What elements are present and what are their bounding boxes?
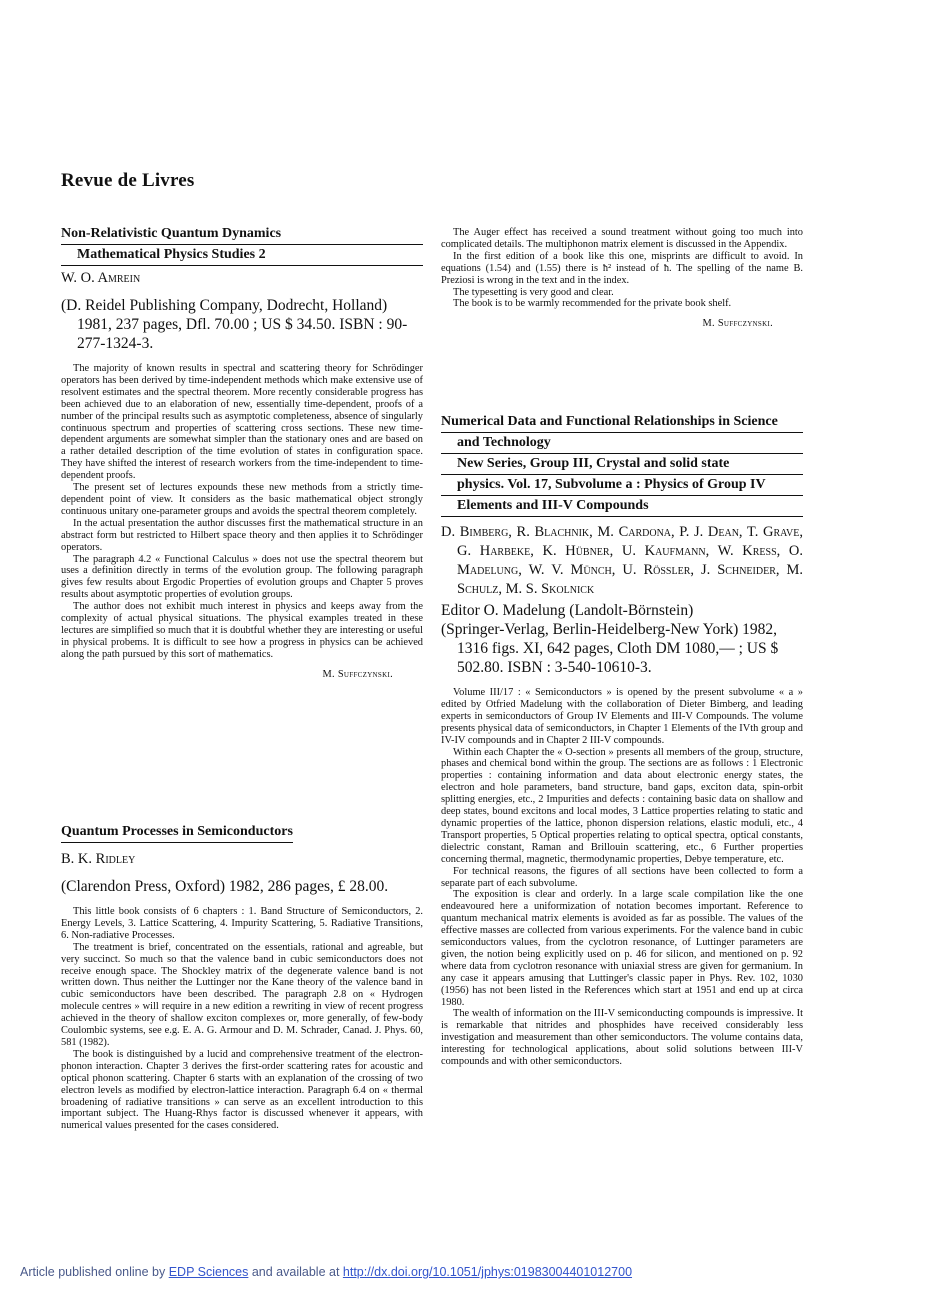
review3-title-line4: physics. Vol. 17, Subvolume a : Physics of Group IV (441, 475, 803, 496)
review1-author: W. O. Amrein (61, 270, 141, 286)
review2-continued-body (441, 227, 803, 310)
left-column-review2 (61, 822, 423, 1132)
footer-middle: and available at (248, 1265, 343, 1279)
review3-paragraph: Volume III/17 : « Semiconductors » is opened by the present subvolume « a » edited by Otfried Madelung with the collaboration of Dieter Bimberg, and leading experts in semiconductors of Group IV Elements and III-V Compounds. The volume presents physical data of semiconductors, in Chapter 1 Elements of the IVth group and IV-IV compounds and in Chapter 2 III-V compounds. (441, 687, 803, 746)
review3-body (441, 687, 803, 1068)
review3-title-line1: Numerical Data and Functional Relationships in Science (441, 412, 803, 433)
review3-title-line2: and Technology (441, 433, 803, 454)
review3-paragraph: The wealth of information on the III-V semiconducting compounds is impressive. It is remarkable that nitrides and phosphides have received considerably less investigation and measurement than other semiconductors. The volume contains data, interesting for technological applications, about solid solutions between III-V compounds and with other semiconductors. (441, 1008, 803, 1068)
footer-doi-link[interactable]: http://dx.doi.org/10.1051/jphys:01983004401012700 (342, 1265, 633, 1279)
review2-paragraph: The book is distinguished by a lucid and comprehensive treatment of the electron-phonon interaction. Chapter 3 derives the first-order scattering rates for acoustic and optical phonon scattering. Chapter 6 starts with an explanation of the crossing of two electron levels as modified by electron-lattice interaction. Paragraph 6.4 on « thermal broadening of radiative transitions » can serve as an excellent introduction to this important subject. The Huang-Rhys factor is discussed whenever it appears, with numerical values presented for the cases considered. (61, 1048, 423, 1132)
footer-publisher-link[interactable]: EDP Sciences (168, 1265, 249, 1279)
right-column-review3 (441, 412, 803, 1068)
review2-signature: M. Suffczynski. (702, 318, 773, 330)
review2-body (61, 906, 423, 1132)
review3-publisher: (Springer-Verlag, Berlin-Heidelberg-New York) 1982, 1316 figs. XI, 642 pages, Cloth DM 1080,— ; US $ 502.80. ISBN : 3-540-10610-3. (441, 621, 779, 676)
review2-publisher: (Clarendon Press, Oxford) 1982, 286 pages, £ 28.00. (61, 878, 389, 895)
review2-paragraph: In the first edition of a book like this one, misprints are difficult to avoid. In equations (1.54) and (1.55) there is ħ² instead of ħ. The spelling of the name B. Preziosi is wrong in the text and in the index. (441, 250, 803, 286)
review2-paragraph: The book is to be warmly recommended for the private book shelf. (453, 298, 732, 310)
review2-author: B. K. Ridley (61, 851, 136, 867)
review1-title-line1: Non-Relativistic Quantum Dynamics (61, 224, 423, 245)
review1-paragraph: The present set of lectures expounds these new methods from a strictly time-dependent point of view. It considers as the basic mathematical object strongly continuous unitary one-parameter groups and avoids the spectral theorem completely. (61, 482, 423, 517)
review1-body (61, 363, 423, 661)
review3-title-line3: New Series, Group III, Crystal and solid state (441, 454, 803, 475)
left-column (61, 224, 423, 680)
review3-paragraph: For technical reasons, the figures of all sections have been collected to form a separate part of each subvolume. (441, 865, 803, 889)
right-column (441, 227, 803, 329)
review2-title: Quantum Processes in Semiconductors (61, 822, 293, 843)
review1-paragraph: The paragraph 4.2 « Functional Calculus » does not use the spectral theorem but uses a definition directly in terms of the evolution group. The following paragraph gives few results about Ergodic Properties of evolution groups and Chapter 5 proves results about asymptotic properties of evolution groups. (61, 553, 423, 601)
review1-signature: M. Suffczynski. (322, 668, 393, 680)
page-title: Revue de Livres (61, 170, 195, 191)
review2-paragraph: The Auger effect has received a sound treatment without going too much into complicated details. The multiphonon matrix element is discussed in the Appendix. (441, 227, 803, 250)
review3-title-line5: Elements and III-V Compounds (441, 496, 803, 517)
review2-paragraph: The treatment is brief, concentrated on the essentials, rational and agreable, but very succinct. So much so that the valence band in cubic semiconductors does not receive enough space. The Shockley matrix of the degenerate valence band is not written down. Thus neither the Luttinger nor the Kane theory of the valence band in cubic semiconductors have been described. The paragraph 2.8 on « Hydrogen molecule centres » will require in a new edition a rewriting in view of recent progress achieved in the theory of shallow exciton complexes or, more generally, of few-body Coulombic systems, see e.g. E. A. G. Armour and D. M. Schrader, Canad. J. Phys. 60, 581 (1982). (61, 941, 423, 1048)
review1-paragraph: The author does not exhibit much interest in physics and keeps away from the complexity of actual physical situations. The physical examples treated in these lectures are simplified so much that it is doubtful whether they are interesting or useful in physical probems. It is difficult to see how a progress in physics can be achieved along the path pursued by this sort of mathematics. (61, 601, 423, 660)
review1-paragraph: In the actual presentation the author discusses first the mathematical structure in an abstract form but restricted to Hilbert space theory and then applies it to Schrödinger operators. (61, 517, 423, 553)
review3-paragraph: Within each Chapter the « O-section » presents all members of the group, structure, phases and chemical bond within the group. The sections are as follows : 1 Electronic properties : containing information and data about electronic energy states, the electron and hole parameters, band structure, band gaps, exciton data, spin-orbit splitting energies, etc., 2 Impurities and defects : containing basic data on shallow and deep states, bound excitons and local modes, 3 Lattice properties relating to static and dynamic properties of the lattice, phonon dispersion relations, elastic moduli, etc., 4 Transport properties, 5 Optical properties relating to optical spectra, optical constants, dielectric constant, Raman and Brillouin scattering, etc., 6 Further properties concerning thermal, magnetic, thermodynamic properties, Debye temperature, etc. (441, 746, 803, 865)
review1-paragraph: The majority of known results in spectral and scattering theory for Schrödinger operators has been derived by time-independent methods which make extensive use of resolvent estimates and the spectral theorem. More recently considerable progress has been achieved due to an elaboration of new, essentially time-dependent, proofs of a number of the principal results such as asymptotic completeness, absence of singularly continuous spectrum and properties of scattering cross sections. These new time-dependent arguments are somewhat simpler than the stationary ones and are based on a rather detailed description of the time evolution of states in configuration space. They have shifted the interest of research workers from the time-independent to time-dependent proofs. (61, 363, 423, 482)
review1-publisher: (D. Reidel Publishing Company, Dodrecht, Holland) 1981, 237 pages, Dfl. 70.00 ; US $ 34.50. ISBN : 90-277-1324-3. (61, 297, 408, 352)
review2-paragraph: The typesetting is very good and clear. (453, 286, 614, 298)
review1-title-line2: Mathematical Physics Studies 2 (61, 245, 423, 266)
review3-authors: D. Bimberg, R. Blachnik, M. Cardona, P. J. Dean, T. Grave, G. Harbeke, K. Hübner, U. Kaufmann, W. Kress, O. Madelung, W. V. Münch, U. Rössler, J. Schneider, M. Schulz, M. S. Skolnick (441, 524, 803, 597)
review3-editor: Editor O. Madelung (Landolt-Börnstein) (441, 602, 694, 619)
footer-prefix: Article published online by (20, 1265, 169, 1279)
footer (20, 1265, 632, 1279)
review3-paragraph: The exposition is clear and orderly. In a large scale compilation like the one endeavoured here a uniformization of notation becomes important. Reference to quantum mechanical matrix elements is avoided as far as possible. The values of the effective masses are collected from various experiments. For the valence band in cubic semiconductors values, from the cyclotron resonance, of Luttinger parameters are given, the notion being explicitly used on p. 46 for silicon, and mentioned on p. 92 where data from cyclotron resonance with uniaxial stress are given for germanium. In any case it appears amusing that Luttinger's classic paper in Phys. Rev. 102, 1030 (1956) has not been listed in the References which start at 1951 and end up at circa 1980. (441, 889, 803, 1008)
review2-paragraph: This little book consists of 6 chapters : 1. Band Structure of Semiconductors, 2. Energy Levels, 3. Lattice Scattering, 4. Impurity Scattering, 5. Radiative Transitions, 6. Non-radiative Processes. (61, 906, 423, 941)
